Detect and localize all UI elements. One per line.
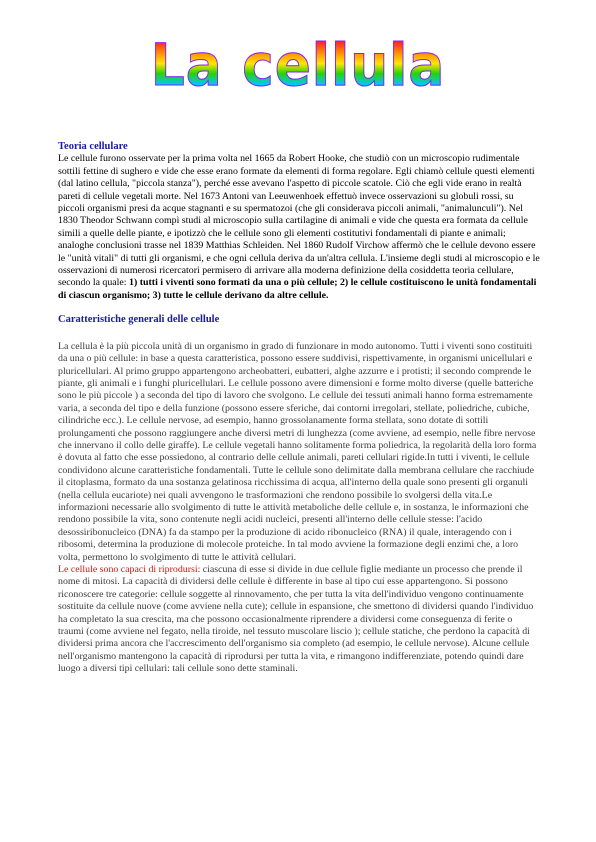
paragraph-text: Le cellule furono osservate per la prima volta nel 1665 da Robert Hooke, che studiò con un microscopio rudimentale sottili fettine di sughero e vide che esse erano formate da elementi di forma regolare. Egli chiamò cellule questi elementi (dal latino cellula, "piccola stanza"), perché esse avevano l'aspetto di piccole scatole. Ciò che egli vide erano in realtà pareti di cellule vegetali morte. Nel 1673 Antoni van Leeuwenhoek effettuò invece osservazioni su globuli rossi, su piccoli organismi presi da acque stagnanti e su spermatozoi (che gli considerava piccoli animali, "animalunculi"). Nel 1830 Theodor Schwann compì studi al microscopio sulla cartilagine di animali e vide che questa era formata da cellule simili a quelle delle piante, e ipotizzò che le cellule sono gli elementi costitutivi fondamentali di piante e animali; analoghe conclusioni trasse nel 1839 Matthias Schleiden. Nel 1860 Rudolf Virchow affermò che le cellule devono essere le "unità vitali" di tutti gli organismi, e che ogni cellula deriva da un'altra cellula. L'insieme degli studi al microscopio e le osservazioni di numerosi ricercatori permisero di arrivare alla moderna definizione della cosiddetta teoria cellulare, secondo la quale: <box>58 153 540 289</box>
section-heading: Teoria cellulare <box>58 141 128 152</box>
page-title: La cellula <box>150 31 446 99</box>
paragraph-text: ciascuna di esse si divide in due cellule figlie mediante un processo che prende il nome di mitosi. La capacità di dividersi delle cellule è differente in base al tipo cui esse appartengono. Si possono riconoscere tre categorie: cellule soggette al rinnovamento, che per tutta la vita dell'individuo vengono continuamente sostituite da cellule nuove (come avviene nella cute); cellule in espansione, che smettono di dividersi quando l'individuo ha completato la sua crescita, ma che possono occasionalmente riprendere a dividersi come conseguenza di ferite o traumi (come avviene nel fegato, nella tiroide, nel tessuto muscolare liscio ); cellule statiche, che perdono la capacità di dividersi prima ancora che l'accrescimento dell'organismo sia completo (ad esempio, le cellule nervose). Alcune cellule nell'organismo mantengono la capacità di riprodursi per tutta la vita, e rimangono indifferenziate, potendo quindi dare luogo a diversi tipi cellulari: tali cellule sono dette staminali. <box>58 564 534 675</box>
paragraph-text: La cellula è la più piccola unità di un organismo in grado di funzionare in modo autonomo. Tutti i viventi sono costituiti da una o più cellule: in base a questa caratteristica, possono essere suddivisi, rispettivamente, in organismi unicellulari e pluricellulari. Al primo gruppo appartengono archeobatteri, eubatteri, alghe azzurre e i protisti; il secondo comprende le piante, gli animali e i funghi pluricellulari. Le cellule possono avere dimensioni e forme molto diverse (quelle batteriche sono le più piccole ) a seconda del tipo di lavoro che svolgono. Le cellule dei tessuti animali hanno forma estremamente varia, a seconda del tipo e della funzione (possono essere sferiche, dai contorni irregolari, stellate, poliedriche, cubiche, cilindriche ecc.). Le cellule nervose, ad esempio, hanno grossolanamente forma stellata, sono dotate di sottili prolungamenti che possono raggiungere anche diversi metri di lunghezza (come avviene, ad esempio, nelle fibre nervose che innervano il collo delle giraffe). Le cellule vegetali hanno solitamente forma poliedrica, la regolarità della loro forma è dovuta al fatto che esse possiedono, al contrario delle cellule animali, pareti cellulari rigide.In tutti i viventi, le cellule condividono alcune caratteristiche fondamentali. Tutte le cellule sono delimitate dalla membrana cellulare che racchiude il citoplasma, formato da una sostanza gelatinosa ricchissima di acqua, all'interno della quale sono presenti gli organuli (nella cellula eucariote) nei quali avvengono le trasformazioni che rendono possibile lo svolgersi della vita.Le informazioni necessarie allo svolgimento di tutte le attività metaboliche delle cellule e, in sostanza, le informazioni che rendono possibile la vita, sono contenute negli acidi nucleici, presenti all'interno delle cellule stesse: l'acido desossiribonucleico (DNA) fa da stampo per la produzione di acido ribonucleico (RNA) il quale, interagendo con i ribosomi, determina la produzione di molecole proteiche. In tal modo avviene la formazione degli enzimi che, a loro volta, permettono lo svolgimento di tutte le attività cellulari. <box>58 340 537 563</box>
paragraph <box>58 341 540 676</box>
section-caratteristiche <box>58 314 540 675</box>
title-block <box>0 30 596 100</box>
section-teoria-cellulare <box>58 141 540 302</box>
paragraph <box>58 153 540 302</box>
highlight-red: Le cellule sono capaci di riprodursi: <box>58 564 201 575</box>
section-heading: Caratteristiche generali delle cellule <box>58 314 220 326</box>
bold-conclusion: 1) tutti i viventi sono formati da una o più cellule; 2) le cellule costituiscono le unità fondamentali di ciascun organismo; 3) tutte le cellule derivano da altre cellule. <box>58 277 537 301</box>
document-body <box>58 141 540 676</box>
